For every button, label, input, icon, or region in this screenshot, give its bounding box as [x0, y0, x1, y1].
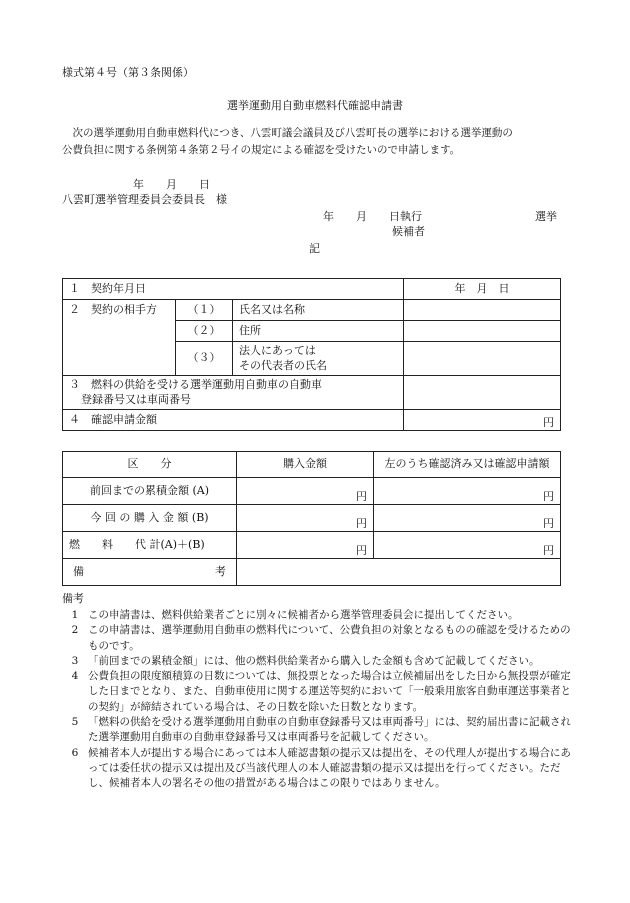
application-date: 年 月 日: [133, 178, 210, 191]
remarks-label-b: 考: [215, 564, 226, 578]
fuel-total-label-b: 計(A)＋(B): [149, 537, 205, 551]
notes-heading: 備考: [62, 592, 84, 605]
remarks-value[interactable]: [237, 559, 561, 586]
fuel-total-confirmed-unit: 円: [374, 532, 561, 559]
notes-list: [62, 608, 574, 792]
note-text: 公費負担の限度額積算の日数については、無投票となった場合は立候補届出をした日から無投票が確定した日までとなり、また、自動車使用に関する運送等契約において「一般乗用旅客自動車運送事業者との契約」が締結されている場合は、その日数を除いた日数となります。: [88, 670, 571, 713]
name-label: 氏名又は名称: [233, 300, 404, 321]
note-number: 5: [71, 716, 79, 729]
sub3-number: （３）: [176, 342, 233, 376]
note-item: [62, 715, 574, 746]
candidate-label: 候補者: [392, 225, 425, 238]
vehicle-number-label: [63, 376, 404, 410]
fuel-total-label: [63, 532, 237, 559]
vehicle-number-value[interactable]: [404, 376, 561, 410]
representative-value[interactable]: [404, 342, 561, 376]
confirmed-amount-header: 左のうち確認済み又は確認申請額: [374, 452, 561, 478]
address-value[interactable]: [404, 321, 561, 342]
vehicle-number-label-line1: ３ 燃料の供給を受ける選挙運動用自動車の自動車: [69, 378, 322, 392]
current-purchase-unit: 円: [237, 505, 374, 532]
requested-amount-unit: 円: [404, 410, 561, 431]
fuel-total-label-a: 燃 料 代: [69, 537, 146, 551]
note-item: [62, 608, 574, 623]
address-label: 住所: [233, 321, 404, 342]
name-value[interactable]: [404, 300, 561, 321]
ki-heading: 記: [309, 242, 320, 255]
current-confirmed-unit: 円: [374, 505, 561, 532]
election-label: 選挙: [535, 210, 557, 223]
intro-line-2: 公費負担に関する条例第４条第２号イの規定による確認を受けたいので申請します。: [62, 144, 461, 156]
cumulative-confirmed-unit: 円: [374, 478, 561, 505]
note-number: 4: [71, 670, 79, 683]
sub1-number: （１）: [176, 300, 233, 321]
note-text: 候補者本人が提出する場合にあっては本人確認書類の提示又は提出を、その代理人が提出する場合にあっては委任状の提示又は提出及び当該代理人の本人確認書類の提示又は提出を行ってください。ただし、候補者本人の署名その他の措置がある場合はこの限りではありません。: [88, 746, 571, 790]
note-number: 2: [71, 624, 79, 637]
representative-label-line2: その代表者の氏名: [239, 358, 327, 372]
note-number: 1: [71, 609, 79, 621]
cumulative-amount-label: 前回までの累積金額 (A): [63, 478, 237, 505]
cumulative-purchase-unit: 円: [237, 478, 374, 505]
contract-date-value: 年 月 日: [404, 279, 561, 300]
note-number: 6: [71, 746, 79, 759]
remarks-label-a: 備: [73, 564, 84, 578]
representative-label-line1: 法人にあっては: [239, 344, 316, 358]
note-text: 「燃料の供給を受ける選挙運動用自動車の自動車登録番号又は車両番号」には、契約届出書に記載された選挙運動用自動車の自動車登録番号又は車両番号を記載してください。: [88, 716, 571, 744]
note-item: [62, 623, 574, 654]
note-item: [62, 746, 574, 792]
requested-amount-label: ４ 確認申請金額: [63, 410, 404, 431]
sub2-number: （２）: [176, 321, 233, 342]
note-number: 3: [71, 654, 79, 667]
contract-party-label: ２ 契約の相手方: [63, 300, 176, 376]
form-number: 様式第４号（第３条関係）: [62, 66, 194, 79]
note-text: 「前回までの累積金額」には、他の燃料供給業者から購入した金額も含めて記載してください。: [88, 654, 540, 667]
fuel-total-purchase-unit: 円: [237, 532, 374, 559]
note-item: [62, 669, 574, 715]
addressee: 八雲町選挙管理委員会委員長 様: [62, 193, 227, 206]
note-item: [62, 654, 574, 669]
note-text: この申請書は、選挙運動用自動車の燃料代について、公費負担の対象となるものの確認を受けるためのものです。: [88, 624, 571, 652]
amount-table: [62, 451, 561, 586]
document-title: 選挙運動用自動車燃料代確認申請書: [227, 99, 403, 112]
remarks-label: [63, 559, 237, 586]
representative-label: [233, 342, 404, 376]
intro-line-1: 次の選挙運動用自動車燃料代につき、八雲町議会議員及び八雲町長の選挙における選挙運動の: [62, 127, 513, 139]
category-header: 区 分: [63, 452, 237, 478]
purchase-amount-header: 購入金額: [237, 452, 374, 478]
current-amount-label: 今 回 の 購 入 金 額 (B): [63, 505, 237, 532]
contract-table: [62, 278, 561, 431]
vehicle-number-label-line2: 登録番号又は車両番号: [81, 392, 191, 406]
contract-date-label: １ 契約年月日: [63, 279, 404, 300]
election-date: 年 月 日執行: [323, 210, 422, 223]
note-text: この申請書は、燃料供給業者ごとに別々に候補者から選挙管理委員会に提出してください。: [88, 609, 519, 621]
